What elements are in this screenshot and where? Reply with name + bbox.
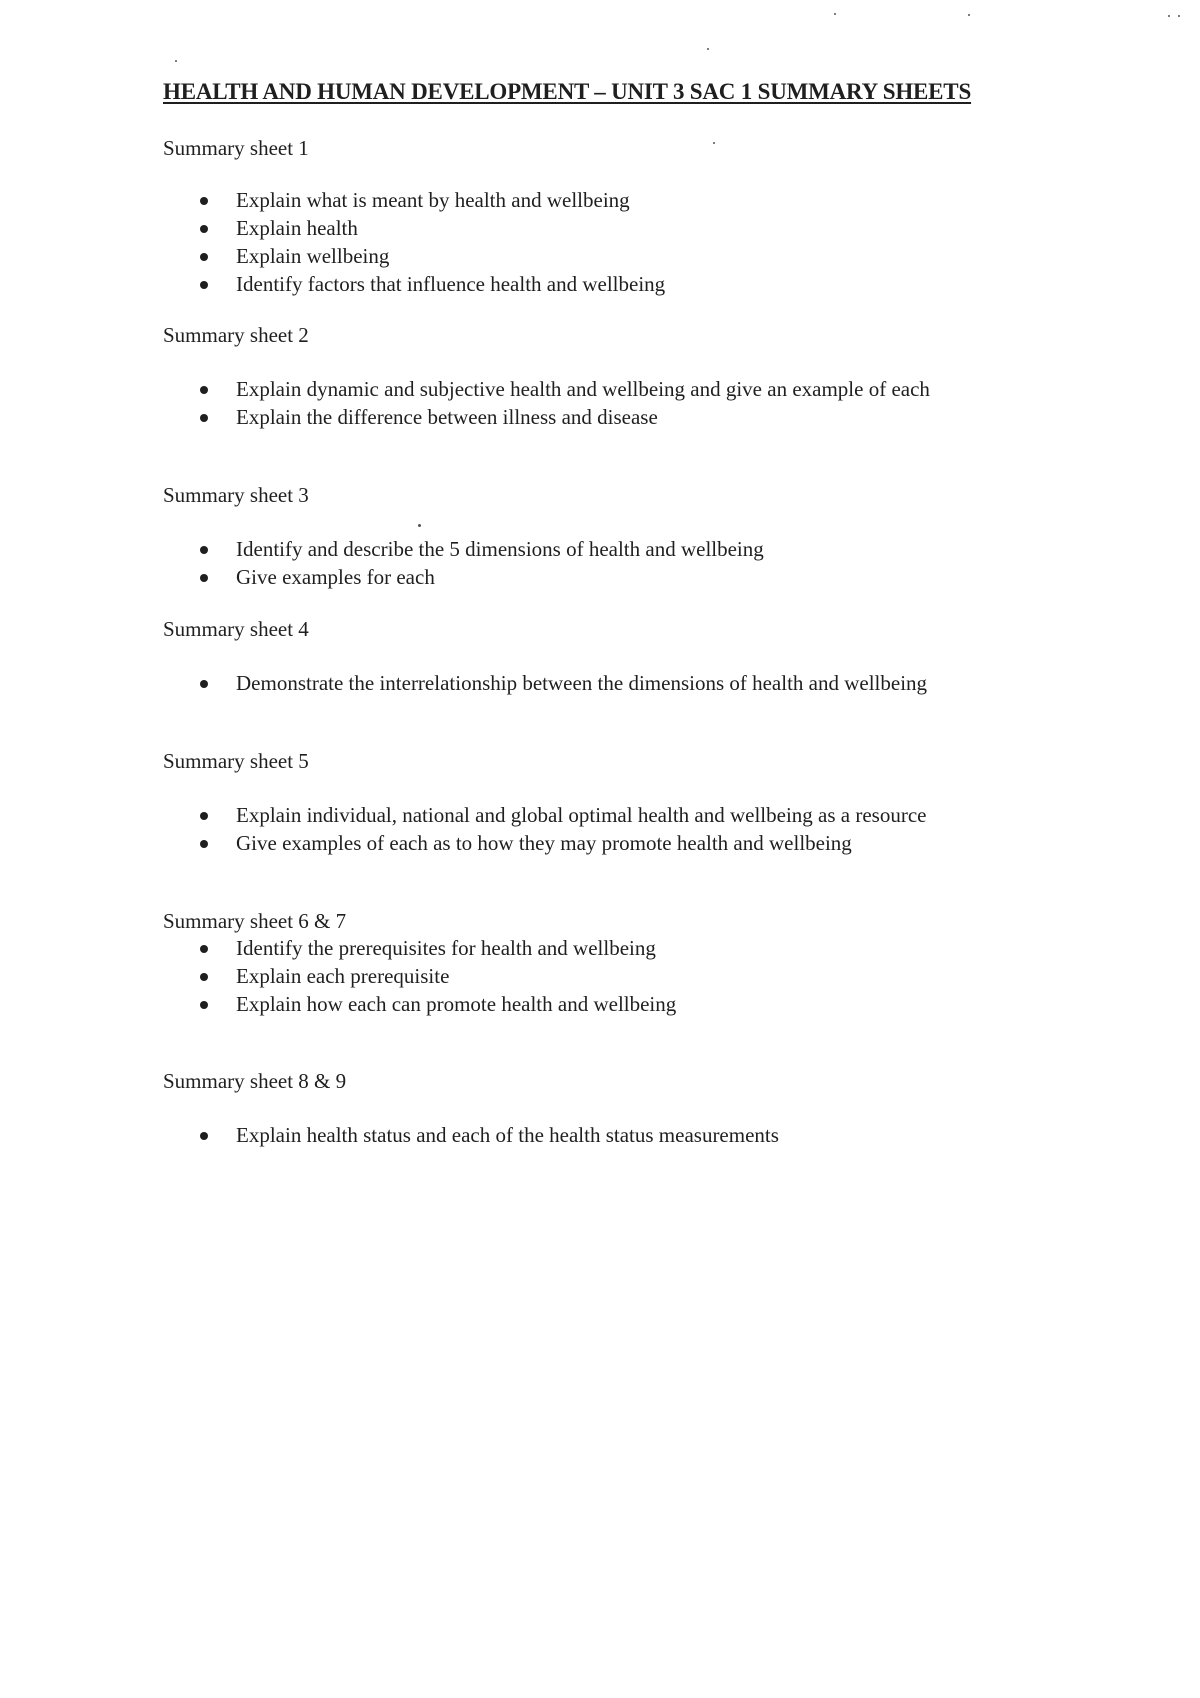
list-item-text: Give examples for each: [236, 565, 435, 589]
list-item: [0, 992, 966, 1017]
list-item: [0, 964, 966, 989]
list-item-text: Explain each prerequisite: [236, 964, 450, 988]
document-title: HEALTH AND HUMAN DEVELOPMENT – UNIT 3 SAC 1 SUMMARY SHEETS: [163, 79, 972, 104]
list-item-text: Identify the prerequisites for health and wellbeing: [236, 936, 656, 960]
bullet-list: [0, 936, 1200, 1020]
bullet-list: [0, 1123, 1200, 1151]
list-item: [0, 244, 966, 269]
list-item-text: Identify and describe the 5 dimensions of health and wellbeing: [236, 537, 764, 561]
section-heading: Summary sheet 6 & 7: [163, 909, 347, 933]
bullet-icon: [200, 225, 208, 233]
list-item: [0, 188, 966, 213]
list-item: [0, 565, 966, 590]
section-heading: Summary sheet 3: [163, 483, 309, 507]
bullet-icon: [200, 574, 208, 582]
bullet-icon: [200, 840, 208, 848]
bullet-icon: [200, 546, 208, 554]
section-heading: Summary sheet 2: [163, 323, 309, 347]
scan-speck: [1178, 15, 1180, 17]
list-item: [0, 272, 966, 297]
list-item: [0, 537, 966, 562]
scan-speck: [418, 524, 421, 527]
bullet-icon: [200, 386, 208, 394]
bullet-icon: [200, 680, 208, 688]
list-item: [0, 377, 966, 402]
list-item: [0, 1123, 966, 1148]
list-item-text: Explain how each can promote health and wellbeing: [236, 992, 677, 1016]
scan-speck: [713, 142, 715, 144]
list-item: [0, 831, 966, 856]
list-item: [0, 216, 966, 241]
list-item-text: Explain health status and each of the health status measurements: [236, 1123, 779, 1147]
bullet-list: [0, 537, 1200, 593]
list-item-text: Demonstrate the interrelationship between the dimensions of health and wellbeing: [236, 671, 928, 695]
list-item-text: Explain the difference between illness and disease: [236, 405, 658, 429]
bullet-list: [0, 671, 1200, 699]
list-item: [0, 803, 966, 828]
scan-speck: [707, 48, 709, 50]
list-item: [0, 671, 966, 696]
bullet-list: [0, 377, 1200, 433]
list-item-text: Identify factors that influence health and wellbeing: [236, 272, 666, 296]
scan-speck: [1168, 15, 1170, 17]
bullet-icon: [200, 1132, 208, 1140]
bullet-icon: [200, 812, 208, 820]
bullet-icon: [200, 253, 208, 261]
bullet-icon: [200, 197, 208, 205]
section-heading: Summary sheet 1: [163, 136, 309, 160]
scan-speck: [968, 14, 970, 16]
list-item-text: Explain individual, national and global optimal health and wellbeing as a resource: [236, 803, 927, 827]
list-item-text: Give examples of each as to how they may promote health and wellbeing: [236, 831, 852, 855]
section-heading: Summary sheet 5: [163, 749, 309, 773]
bullet-icon: [200, 1001, 208, 1009]
list-item: [0, 936, 966, 961]
scan-speck: [834, 13, 836, 15]
bullet-list: [0, 803, 1200, 859]
bullet-icon: [200, 945, 208, 953]
bullet-icon: [200, 414, 208, 422]
bullet-icon: [200, 973, 208, 981]
section-heading: Summary sheet 4: [163, 617, 309, 641]
bullet-list: [0, 188, 1200, 300]
scan-speck: [175, 60, 177, 62]
list-item-text: Explain what is meant by health and wellbeing: [236, 188, 630, 212]
list-item-text: Explain wellbeing: [236, 244, 390, 268]
section-heading: Summary sheet 8 & 9: [163, 1069, 347, 1093]
list-item-text: Explain health: [236, 216, 358, 240]
list-item: [0, 405, 966, 430]
bullet-icon: [200, 281, 208, 289]
list-item-text: Explain dynamic and subjective health and wellbeing and give an example of each: [236, 377, 930, 401]
